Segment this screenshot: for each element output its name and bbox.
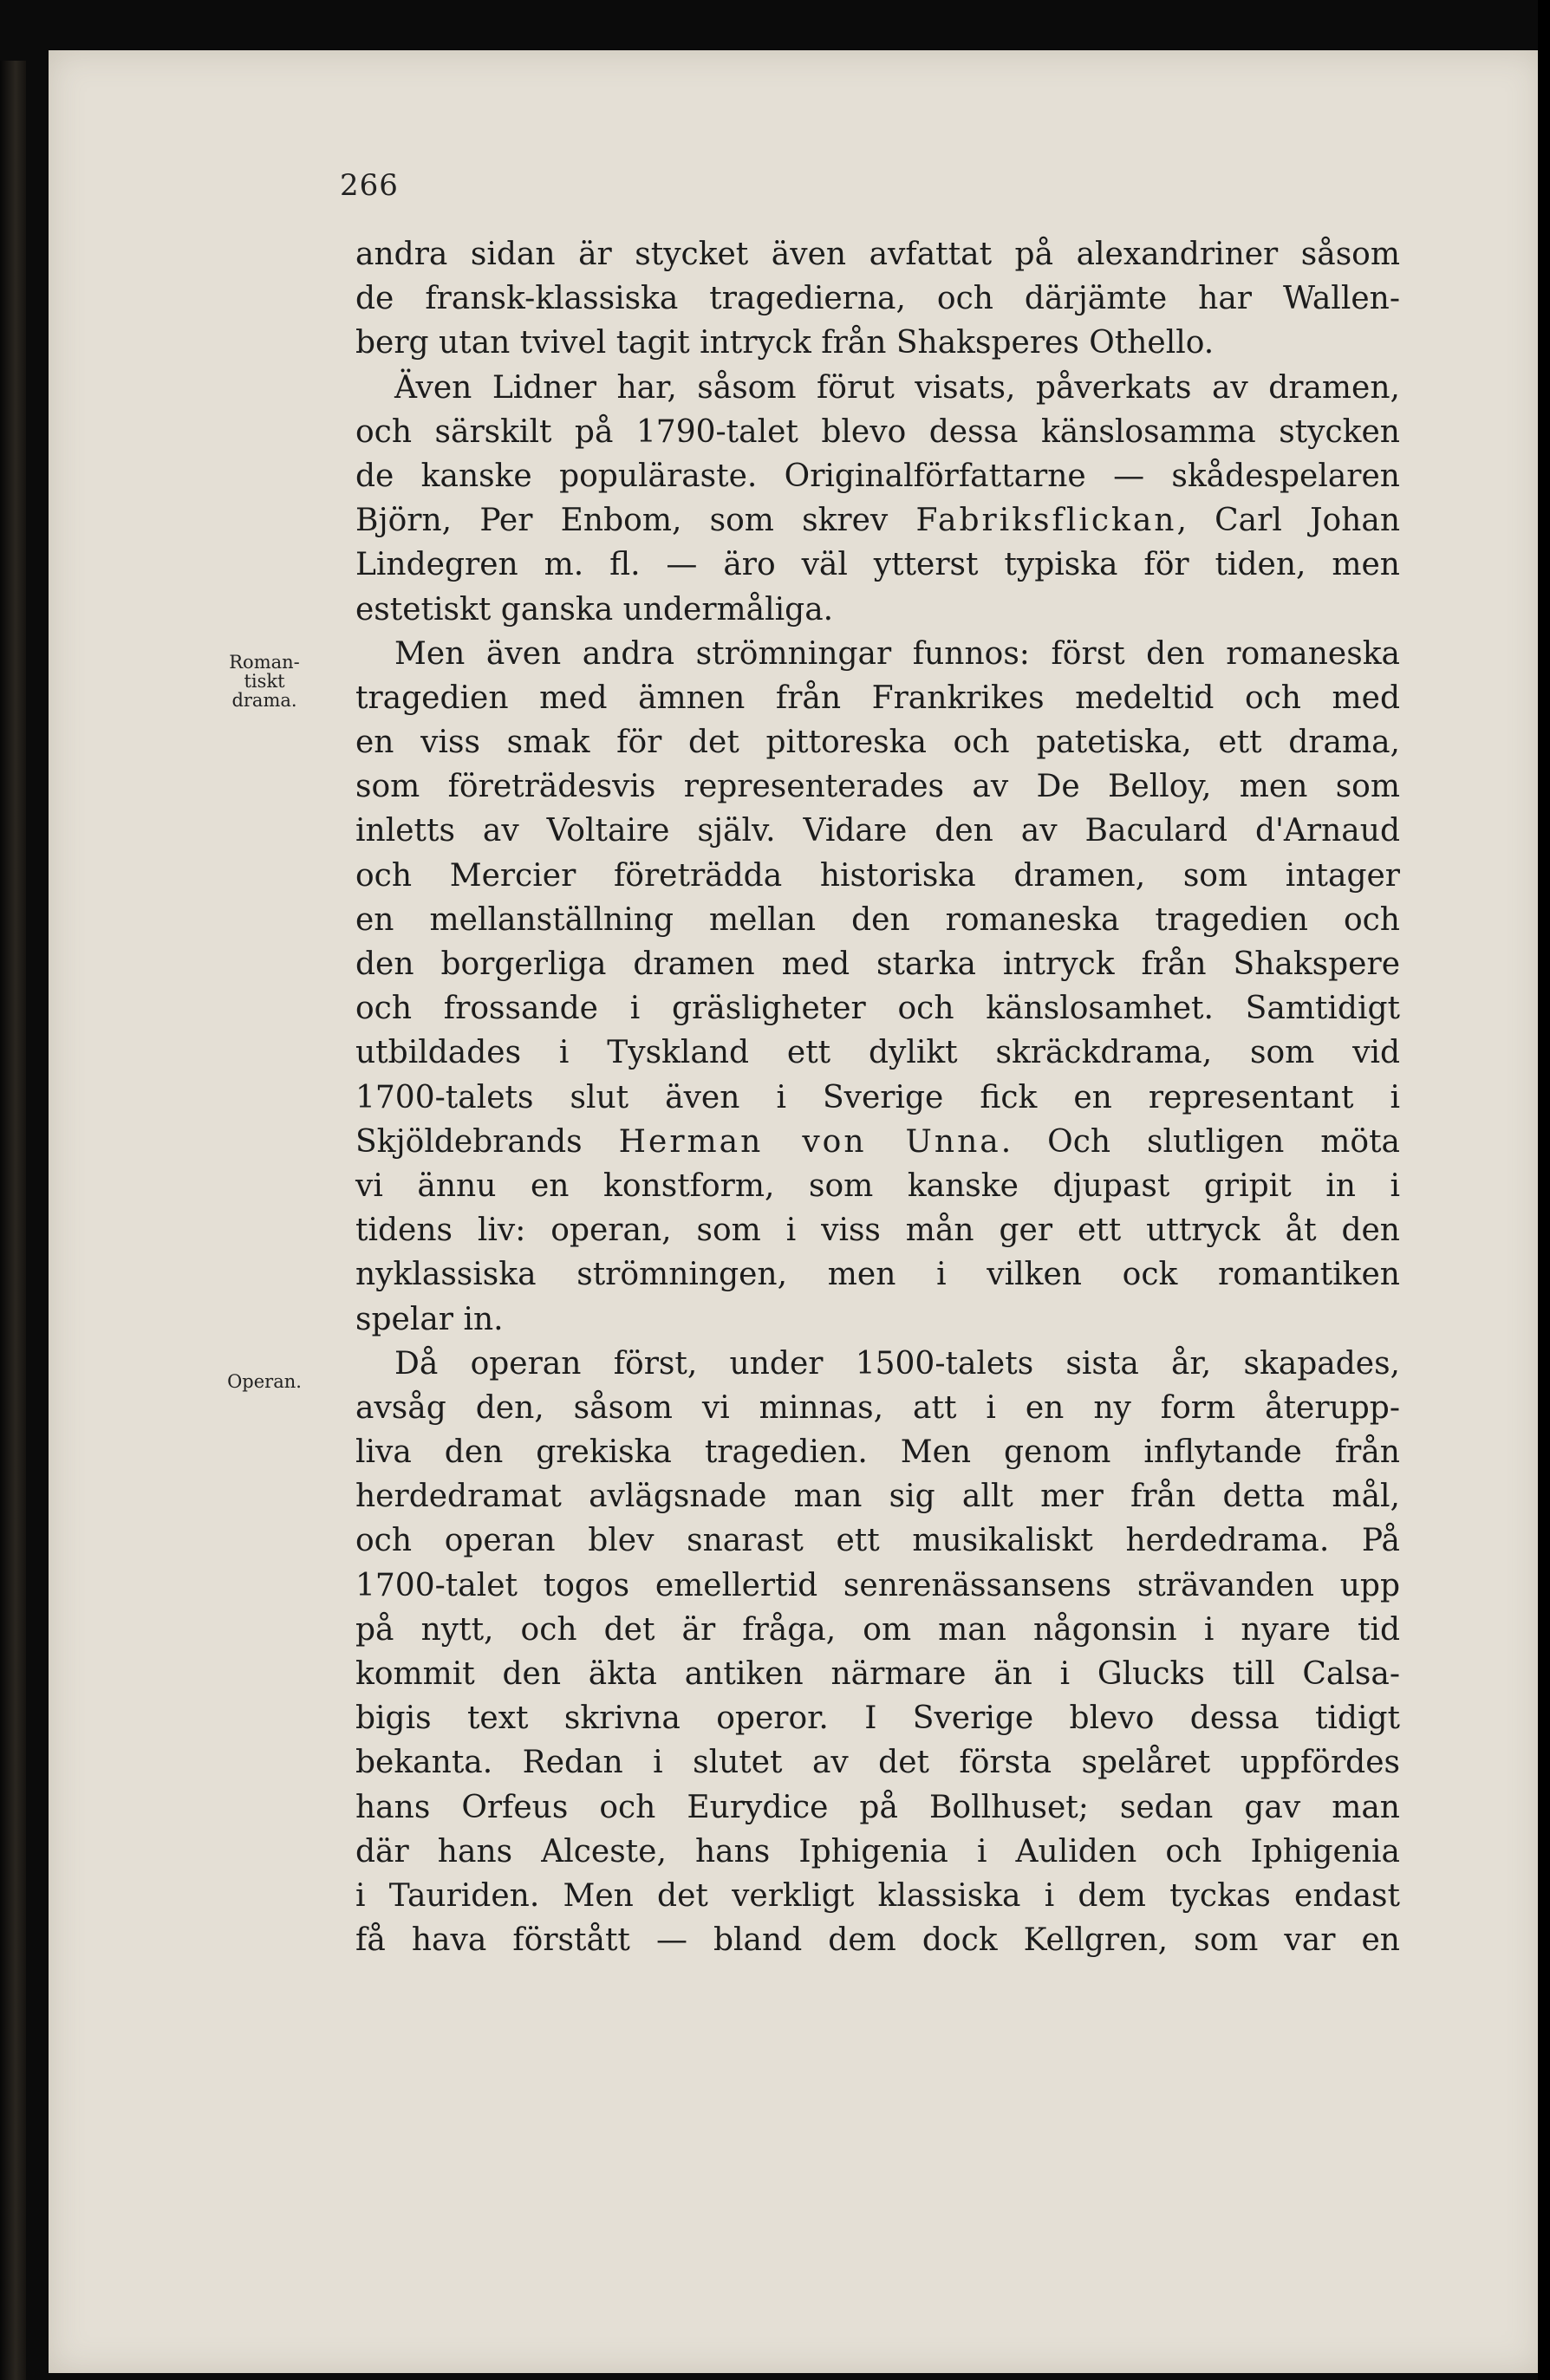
text-segment: , Carl Johan bbox=[1176, 503, 1401, 539]
text-segment: Skjöldebrands bbox=[355, 1123, 619, 1160]
text-line: hans Orfeus och Eurydice på Bollhuset; sedan gav man bbox=[355, 1789, 1400, 1825]
text-line bbox=[355, 498, 1400, 543]
binding-edge bbox=[0, 61, 26, 2380]
text-line: en mellanställning mellan den romaneska tragedien och bbox=[355, 901, 1400, 938]
emphasized-title: Fabriksflickan bbox=[915, 503, 1177, 539]
text-line: i Tauriden. Men det verkligt klassiska i dem tyckas endast bbox=[355, 1877, 1400, 1914]
body-text bbox=[355, 232, 1400, 1962]
text-line: spelar in. bbox=[355, 1301, 504, 1337]
text-line: vi ännu en konstform, som kanske djupast gripit in i bbox=[355, 1167, 1400, 1204]
text-line: nyklassiska strömningen, men i vilken ock romantiken bbox=[355, 1257, 1400, 1293]
margin-note-line: tiskt bbox=[244, 671, 285, 692]
text-segment: . Och slutligen möta bbox=[1000, 1123, 1401, 1160]
text-line: bigis text skrivna operor. I Sverige blevo dessa tidigt bbox=[355, 1700, 1400, 1737]
text-segment: Björn, Per Enbom, som skrev bbox=[355, 503, 916, 539]
text-line: 1700-talets slut även i Sverige fick en representant i bbox=[355, 1079, 1400, 1115]
text-line: få hava förstått — bland dem dock Kellgren, som var en bbox=[355, 1922, 1400, 1959]
text-line bbox=[355, 1120, 1400, 1164]
text-line: herdedramat avlägsnade man sig allt mer från detta mål, bbox=[355, 1479, 1400, 1515]
text-line: på nytt, och det är fråga, om man någonsin i nyare tid bbox=[355, 1611, 1400, 1648]
text-line: avsåg den, såsom vi minnas, att i en ny form återupp- bbox=[355, 1389, 1400, 1426]
text-line: inletts av Voltaire själv. Vidare den av Baculard d'Arnaud bbox=[355, 813, 1400, 849]
margin-note-line: Roman- bbox=[229, 652, 300, 673]
text-line: och Mercier företrädda historiska dramen, som intager bbox=[355, 857, 1400, 894]
margin-note-romantic-drama bbox=[208, 653, 321, 710]
text-line: 1700-talet togos emellertid senrenässansens strävanden upp bbox=[355, 1567, 1400, 1603]
text-line: estetiskt ganska undermåliga. bbox=[355, 591, 834, 628]
text-line: de kanske populäraste. Originalförfattarne — skådespelaren bbox=[355, 458, 1400, 494]
text-line: tragedien med ämnen från Frankrikes medeltid och med bbox=[355, 680, 1400, 716]
text-line: de fransk-klassiska tragedierna, och därjämte har Wallen- bbox=[355, 281, 1400, 317]
text-line: Men även andra strömningar funnos: först den romaneska bbox=[394, 635, 1400, 672]
text-line: en viss smak för det pittoreska och patetiska, ett drama, bbox=[355, 725, 1400, 761]
text-line: bekanta. Redan i slutet av det första spelåret uppfördes bbox=[355, 1745, 1400, 1781]
page-number: 266 bbox=[340, 168, 399, 203]
margin-note-opera: Operan. bbox=[227, 1371, 302, 1392]
emphasized-title: Herman von Unna bbox=[618, 1123, 1001, 1160]
text-line: Då operan först, under 1500-talets sista år, skapades, bbox=[394, 1345, 1400, 1382]
text-line: som företrädesvis representerades av De Belloy, men som bbox=[355, 769, 1400, 805]
text-line: den borgerliga dramen med starka intryck från Shakspere bbox=[355, 946, 1400, 982]
text-line: liva den grekiska tragedien. Men genom inflytande från bbox=[355, 1434, 1400, 1471]
text-line: där hans Alceste, hans Iphigenia i Auliden och Iphigenia bbox=[355, 1833, 1400, 1870]
text-line: tidens liv: operan, som i viss mån ger ett uttryck åt den bbox=[355, 1213, 1400, 1249]
text-line: utbildades i Tyskland ett dylikt skräckdrama, som vid bbox=[355, 1035, 1400, 1071]
text-line: berg utan tvivel tagit intryck från Shaksperes Othello. bbox=[355, 325, 1215, 361]
scan-border bbox=[1538, 0, 1550, 2380]
text-line: Även Lidner har, såsom förut visats, påverkats av dramen, bbox=[394, 369, 1400, 406]
text-line: kommit den äkta antiken närmare än i Glucks till Calsa- bbox=[355, 1656, 1400, 1692]
text-line: och frossande i gräsligheter och känslosamhet. Samtidigt bbox=[355, 991, 1400, 1027]
text-line: andra sidan är stycket även avfattat på alexandriner såsom bbox=[355, 237, 1400, 272]
text-line: och operan blev snarast ett musikaliskt herdedrama. På bbox=[355, 1523, 1400, 1559]
text-line: och särskilt på 1790-talet blevo dessa känslosamma stycken bbox=[355, 413, 1400, 450]
margin-note-line: drama. bbox=[231, 690, 297, 711]
text-line: Lindegren m. fl. — äro väl ytterst typiska för tiden, men bbox=[355, 547, 1400, 583]
